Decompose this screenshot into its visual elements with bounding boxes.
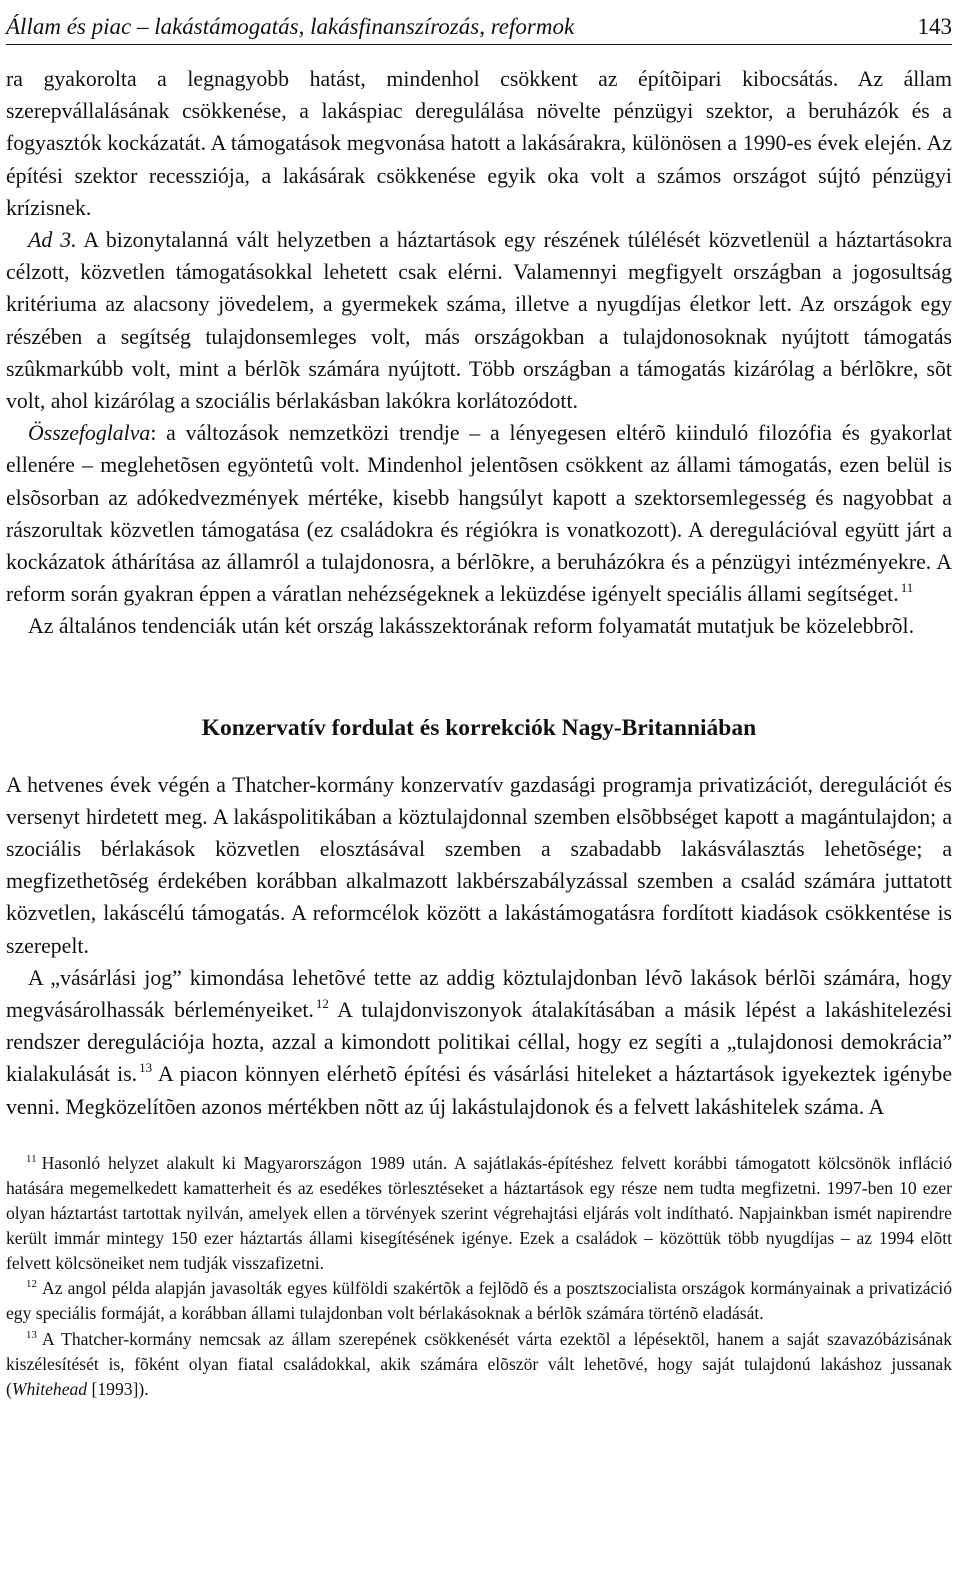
running-header <box>6 0 952 45</box>
footnote <box>6 1327 952 1402</box>
paragraph <box>6 962 952 1123</box>
footnotes <box>6 1151 952 1402</box>
paragraph <box>6 769 952 962</box>
paragraph-lead: Összefoglalva <box>28 421 151 446</box>
footnote-number: 11 <box>26 1152 37 1165</box>
paragraph <box>6 417 952 610</box>
footnote <box>6 1151 952 1276</box>
paragraph-text: A hetvenes évek végén a Thatcher-kormány konzervatív gazdasági programja privatizációt, deregulációt és versenyt hirdetett meg. A lakáspolitikában a köztulajdonnal szemben elsõbbséget kapott a magántulajdon; a szociális bérlakások közvetlen elosztásával szemben a szabadabb lakásválasztás lehetõsége; a megfizethetõség érdekében korábban alkalmazott lakbérszabályzással szemben a család számára juttatott közvetlen, lakáscélú támogatás. A reformcélok között a lakástámogatásra fordított kiadások csökkentése is szerepelt. <box>6 772 952 958</box>
footnote-text: A Thatcher-kormány nemcsak az állam szerepének csökkenését várta ezektõl a lépésektõl, hanem a saját szavazóbázisának kiszélesítését is, fõként olyan fiatal családokkal, akik számára elõször vált lehetõvé, hogy saját tulajdonú lakáshoz jussanak ( <box>6 1328 952 1399</box>
paragraph <box>6 224 952 417</box>
paragraph-text: A tulajdonviszonyok átalakításában a másik lépést a lakáshitelezési rendszer deregulációja hozta, azzal a kimondott politikai céllal, hogy ez segíti a „tulajdonosi demokrácia” kialakulását is. <box>6 998 952 1087</box>
citation-author: Whitehead <box>11 1378 88 1399</box>
footnote-reference[interactable]: 12 <box>315 996 329 1012</box>
page-number: 143 <box>917 14 952 39</box>
footnote-reference[interactable]: 13 <box>139 1060 153 1076</box>
footnote-number: 12 <box>26 1278 37 1291</box>
paragraph-text: : a változások nemzetközi trendje – a lényegesen eltérõ kiinduló filozófia és gyakorlat ellenére – meglehetõsen egyöntetû volt. Mindenhol jelentõsen csökkent az állami támogatás, ezen belül is elsõsorban az adókedvezmények mértéke, kisebb hangsúlyt kapott a szektorsemlegesség és nagyobbat a rászorultak közvetlen támogatása (ez családokra és régiókra is vonatkozott). A deregulációval együtt járt a kockázatok áthárítása az államról a tulajdonosra, a bérlõkre, a beruházókra és a pénzügyi intézményekre. A reform során gyakran éppen a váratlan nehézségeknek a leküzdése igényelt speciális állami segítséget. <box>6 421 952 607</box>
main-text <box>6 63 952 1123</box>
running-title: Állam és piac – lakástámogatás, lakásfinanszírozás, reformok <box>6 14 575 39</box>
footnote-text: Az angol példa alapján javasolták egyes külföldi szakértõk a fejlõdõ és a posztszocialista országok kormányainak a privatizáció egy speciális formáját, a korábban állami tulajdonban volt bérlakásoknak a bérlõk számára történõ eladását. <box>6 1278 952 1324</box>
paragraph-text: Az általános tendenciák után két ország lakásszektorának reform folyamatát mutatjuk be közelebbrõl. <box>28 614 915 639</box>
paragraph-lead: Ad 3. <box>28 228 77 253</box>
paragraph-text: A „vásárlási jog” kimondása lehetõvé tette az addig köztulajdonban lévõ lakások bérlõi számára, hogy megvásárolhassák bérleményeiket. <box>6 965 952 1023</box>
section-heading: Konzervatív fordulat és korrekciók Nagy-Britanniában <box>201 714 757 741</box>
footnote-text: [1993]). <box>87 1378 149 1399</box>
paragraph-text: A piacon könnyen elérhetõ építési és vásárlási hiteleket a háztartások igyekeztek igénybe venni. Megközelítõen azonos mértékben nõtt az új lakástulajdonok és a felvett lakáshitelek száma. A <box>6 1062 952 1119</box>
footnote-reference[interactable]: 11 <box>900 580 914 596</box>
paragraph-text: A bizonytalanná vált helyzetben a háztartások egy részének túlélését közvetlenül a háztartásokra célzott, közvetlen támogatásokkal lehetett csak elérni. Valamennyi megfigyelt országban a jogosultság kritériuma az alacsony jövedelem, a gyermekek száma, illetve a nyugdíjas életkor lett. Az országok egy részében a segítség tulajdonsemleges volt, más országokban a tulajdonosoknak nyújtott támogatás szûkmarkúbb volt, mint a bérlõk számára nyújtott. Több országban a támogatás kizárólag a bérlõkre, sõt volt, ahol kizárólag a szociális bérlakásban lakókra korlátozódott. <box>6 228 952 414</box>
paragraph <box>6 63 952 224</box>
paragraph-text: ra gyakorolta a legnagyobb hatást, mindenhol csökkent az építõipari kibocsátás. Az állam szerepvállalásának csökkenése, a lakáspiac deregulálása növelte pénzügyi szektor, a beruházók és a fogyasztók kockázatát. A támogatások megvonása hatott a lakásárakra, különösen a 1990-es évek elején. Az építési szektor recessziója, a lakásárak csökkenése egyik oka volt a számos országot sújtó pénzügyi krízisnek. <box>6 67 952 220</box>
paragraph <box>6 610 952 642</box>
footnote-text: Hasonló helyzet alakult ki Magyarországon 1989 után. A sajátlakás-építéshez felvett korábbi támogatott kölcsönök infláció hatására megemelkedett kamatterheit és az esedékes törlesztéseket a háztartások egy része nem tudta megfizetni. 1997-ben 10 ezer olyan háztartást tartottak nyilván, amelyek ellen a törvények szerint végrehajtási eljárás volt indítható. Napjainkban ismét napirendre került immár mintegy 150 ezer háztartás állami kisegítésének igénye. Ezek a családok – közöttük több nyugdíjas – az 1994 elõtt felvett kölcsöneiket nem tudják visszafizetni. <box>6 1152 952 1274</box>
footnote-number: 13 <box>26 1328 37 1341</box>
footnote <box>6 1276 952 1326</box>
